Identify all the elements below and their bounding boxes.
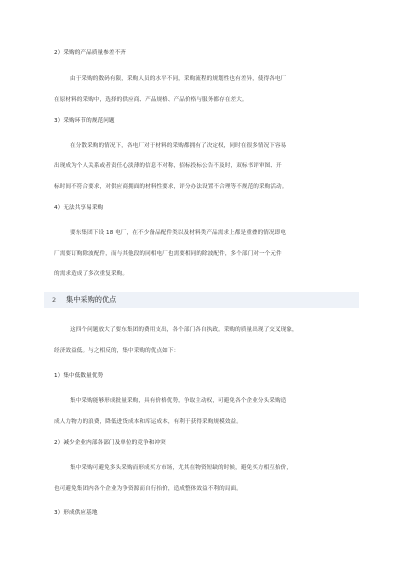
paragraph-line: 要东集团下设 18 电厂，在不少备品配件类以及材料类产品需求上都是重叠的情况即电 <box>70 230 287 236</box>
heading-product-quality: 2）采购的产品质量参差不齐 <box>54 50 126 56</box>
paragraph-line: 集中采购能够形成批量采购，具有价格优势，争取主动权，可避免各个企业分头采购造 <box>70 398 287 404</box>
paragraph-line: 成人力物力的浪费，降低进货成本和库运成本，有利于获得采购规模效益。 <box>54 419 242 425</box>
paragraph-line: 也可避免集团内各个企业为争资源而自行抬价，造成整体效益不利的局面。 <box>54 486 242 492</box>
paragraph-line: 这四个问题放大了要东集团的费用支出，各个部门各自执政。采购的质量出现了交叉现象， <box>70 327 298 333</box>
paragraph-line: 厂需要订购除波配件，而与其他段的同相电厂也需要相同的除波配件，多个部门对一个元件 <box>54 251 282 257</box>
paragraph-line: 标时间不符合要求，对供应商拥面的材料性要求，评分办法设置不合理等不规范的采购活动。 <box>54 184 288 190</box>
heading-reduce-conflict: 2）减少企业内部各部门及单位的竞争和冲突 <box>54 440 166 446</box>
heading-supply-base: 3）形成供应基地 <box>54 510 98 516</box>
section-number: 2 <box>52 296 57 304</box>
paragraph-line: 经济效益低。与之相反的，集中采购的优点如下： <box>54 348 180 354</box>
heading-procurement-regulation: 3）采购环节的规范问题 <box>54 118 115 124</box>
heading-no-sharing: 4）无法共享易采购 <box>54 205 104 211</box>
paragraph-line: 出现成为个人关系或者责任心淡薄的信息不对称，招标投标公告不及时，双标书评审图、开 <box>54 163 282 169</box>
paragraph-line: 由于采购的数码有限，采购人员的水平不同，采购流程的规划性也有差异，使得各电厂 <box>70 76 287 82</box>
paragraph-line: 在原材料的采购中，选择的供应商、产品规格、产品价格与服务都存在差大。 <box>54 97 248 103</box>
paragraph-line: 在分散采购的情况下，各电厂对于材料的采购都拥有了决定权，同时在很多情况下容易 <box>70 143 287 149</box>
heading-volume-advantage: 1）集中低数量优势 <box>54 373 104 379</box>
section-title: 集中采购的优点 <box>66 295 117 304</box>
paragraph-line: 的需求造成了多次重复采购。 <box>54 271 129 277</box>
section-heading-bar <box>44 292 359 308</box>
paragraph-line: 集中采购可避免多头采购而形成买方市场，尤其在物资短缺的时候，避免买方相互抬价， <box>70 465 293 471</box>
